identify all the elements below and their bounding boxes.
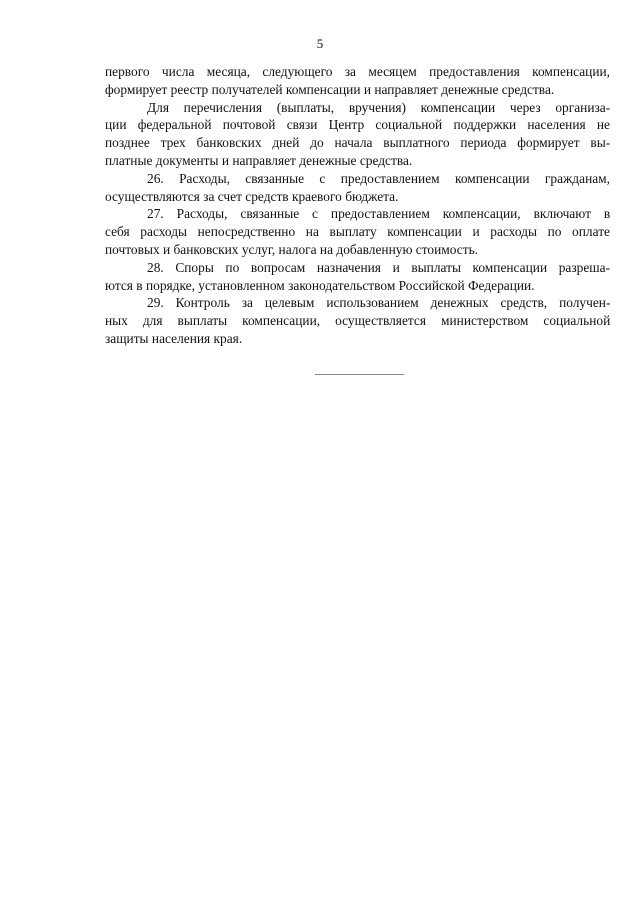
text-line: ных для выплаты компенсации, осуществляется министерством социальной (105, 313, 610, 329)
text-line: формирует реестр получателей компенсации и направляет денежные средства. (105, 81, 555, 97)
text-line: Для перечисления (выплаты, вручения) компенсации через организа- (147, 99, 610, 115)
paragraph (105, 170, 610, 206)
text-line: себя расходы непосредственно на выплату компенсации и расходы по оплате (105, 224, 610, 240)
text-line: почтовых и банковских услуг, налога на добавленную стоимость. (105, 241, 479, 257)
document-body (105, 63, 610, 348)
text-line: 29. Контроль за целевым использованием денежных средств, получен- (147, 295, 610, 311)
text-line: позднее трех банковских дней до начала выплатного периода формирует вы- (105, 135, 610, 151)
paragraph (105, 205, 610, 258)
end-divider (315, 374, 404, 375)
text-line: платные документы и направляет денежные средства. (105, 152, 413, 168)
paragraph (105, 63, 610, 99)
text-line: 26. Расходы, связанные с предоставлением компенсации гражданам, (147, 170, 610, 186)
text-line: 28. Споры по вопросам назначения и выплаты компенсации разреша- (147, 259, 610, 275)
text-line: осуществляются за счет средств краевого бюджета. (105, 188, 399, 204)
text-line: ции федеральной почтовой связи Центр социальной поддержки населения не (105, 117, 610, 133)
page-number: 5 (316, 36, 324, 51)
paragraph (105, 259, 610, 295)
text-line: защиты населения края. (105, 330, 243, 346)
paragraph (105, 294, 610, 347)
text-line: 27. Расходы, связанные с предоставлением компенсации, включают в (147, 206, 610, 222)
text-line: ются в порядке, установленном законодательством Российской Федерации. (105, 277, 535, 293)
text-line: первого числа месяца, следующего за месяцем предоставления компенсации, (105, 64, 610, 79)
paragraph (105, 99, 610, 170)
